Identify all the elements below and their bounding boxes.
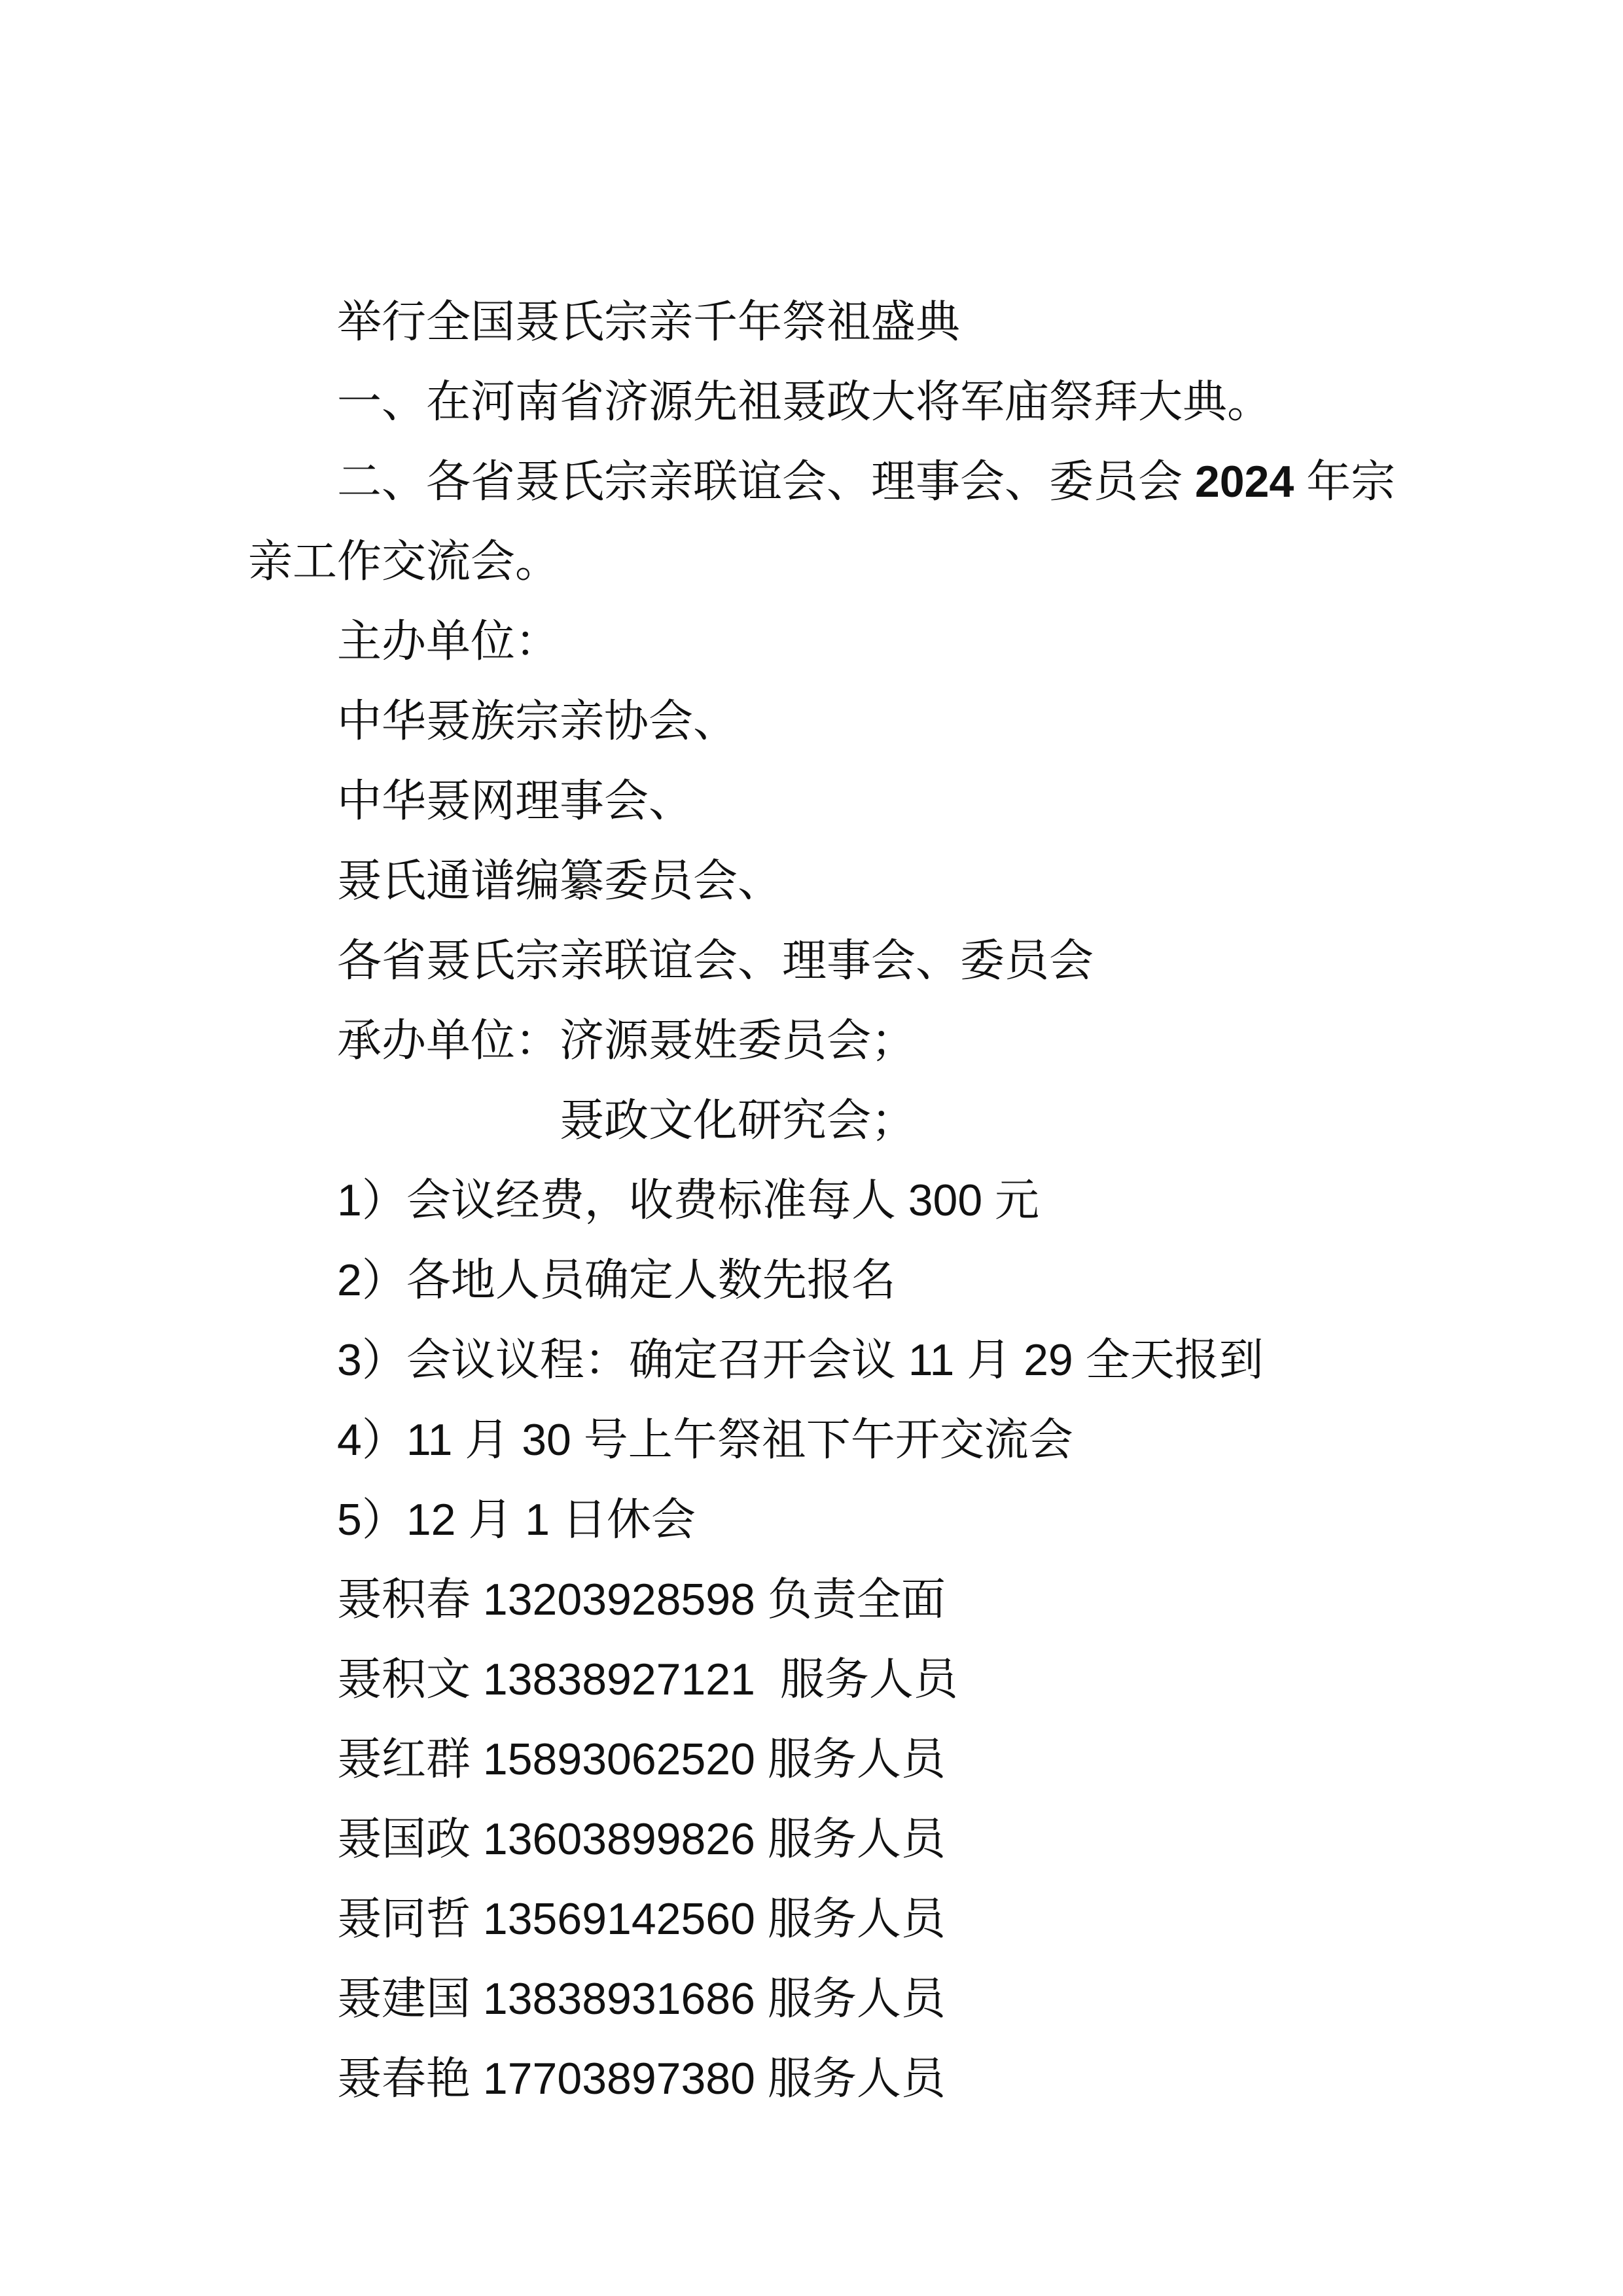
contact-role: 服务人员 [767,1974,946,2024]
contact-phone: 13838931686 [482,1974,755,2024]
contact-row [248,1640,1426,1719]
note-item: 3）会议议程：确定召开会议 11 月 29 全天报到 [337,1335,1264,1385]
item-two-text: 二、各省聂氏宗亲联谊会、理事会、委员会 [337,457,1195,507]
contact-role: 服务人员 [767,1814,946,1864]
contact-name: 聂积春 [337,1575,471,1624]
organizer-item: 各省聂氏宗亲联谊会、理事会、委员会 [337,936,1094,986]
co-organizer-item: 济源聂姓委员会； [560,1016,916,1066]
document-heading: 举行全国聂氏宗亲千年祭祖盛典 [337,297,961,347]
organizer-item: 中华聂网理事会、 [337,776,694,826]
organizer-item: 聂氏通谱编纂委员会、 [337,856,783,906]
contact-row [248,1879,1426,1959]
item-two-text-end: 年宗 [1294,457,1396,507]
co-organizers [248,1001,1426,1081]
contact-phone: 13603899826 [482,1814,755,1864]
item-two [248,442,1426,522]
organizer-item: 中华聂族宗亲协会、 [337,696,738,746]
contact-row [248,2039,1426,2119]
contact-name: 聂积文 [337,1655,471,1704]
co-organizer-item: 聂政文化研究会； [560,1096,916,1145]
contact-name: 聂春艳 [337,2054,471,2104]
document-body [248,282,1426,2119]
note-item: 4）11 月 30 号上午祭祖下午开交流会 [337,1415,1073,1465]
contact-role: 负责全面 [767,1575,946,1624]
contact-phone: 15893062520 [482,1734,755,1784]
note-item: 1）会议经费，收费标准每人 300 元 [337,1175,1040,1225]
contact-role: 服务人员 [779,1655,958,1704]
item-one: 一、在河南省济源先祖聂政大将军庙祭拜大典。 [337,377,1272,427]
organizers-label: 主办单位： [337,617,560,666]
contact-name: 聂红群 [337,1734,471,1784]
contact-phone: 13838927121 [482,1655,755,1704]
note-item: 2）各地人员确定人数先报名 [337,1255,896,1305]
contact-phone: 17703897380 [482,2054,755,2104]
contact-phone: 13569142560 [482,1894,755,1944]
contact-row [248,1959,1426,2039]
contact-role: 服务人员 [767,1894,946,1944]
co-organizers-label: 承办单位： [337,1016,560,1066]
contact-role: 服务人员 [767,2054,946,2104]
note-item: 5）12 月 1 日休会 [337,1495,696,1545]
contact-name: 聂国政 [337,1814,471,1864]
contact-phone: 13203928598 [482,1575,755,1624]
contact-role: 服务人员 [767,1734,946,1784]
contact-row [248,1560,1426,1640]
contact-row [248,1719,1426,1799]
contact-row [248,1799,1426,1879]
contact-name: 聂同哲 [337,1894,471,1944]
contact-name: 聂建国 [337,1974,471,2024]
item-two-continuation: 亲工作交流会。 [248,537,560,586]
item-two-year: 2024 [1194,457,1294,507]
